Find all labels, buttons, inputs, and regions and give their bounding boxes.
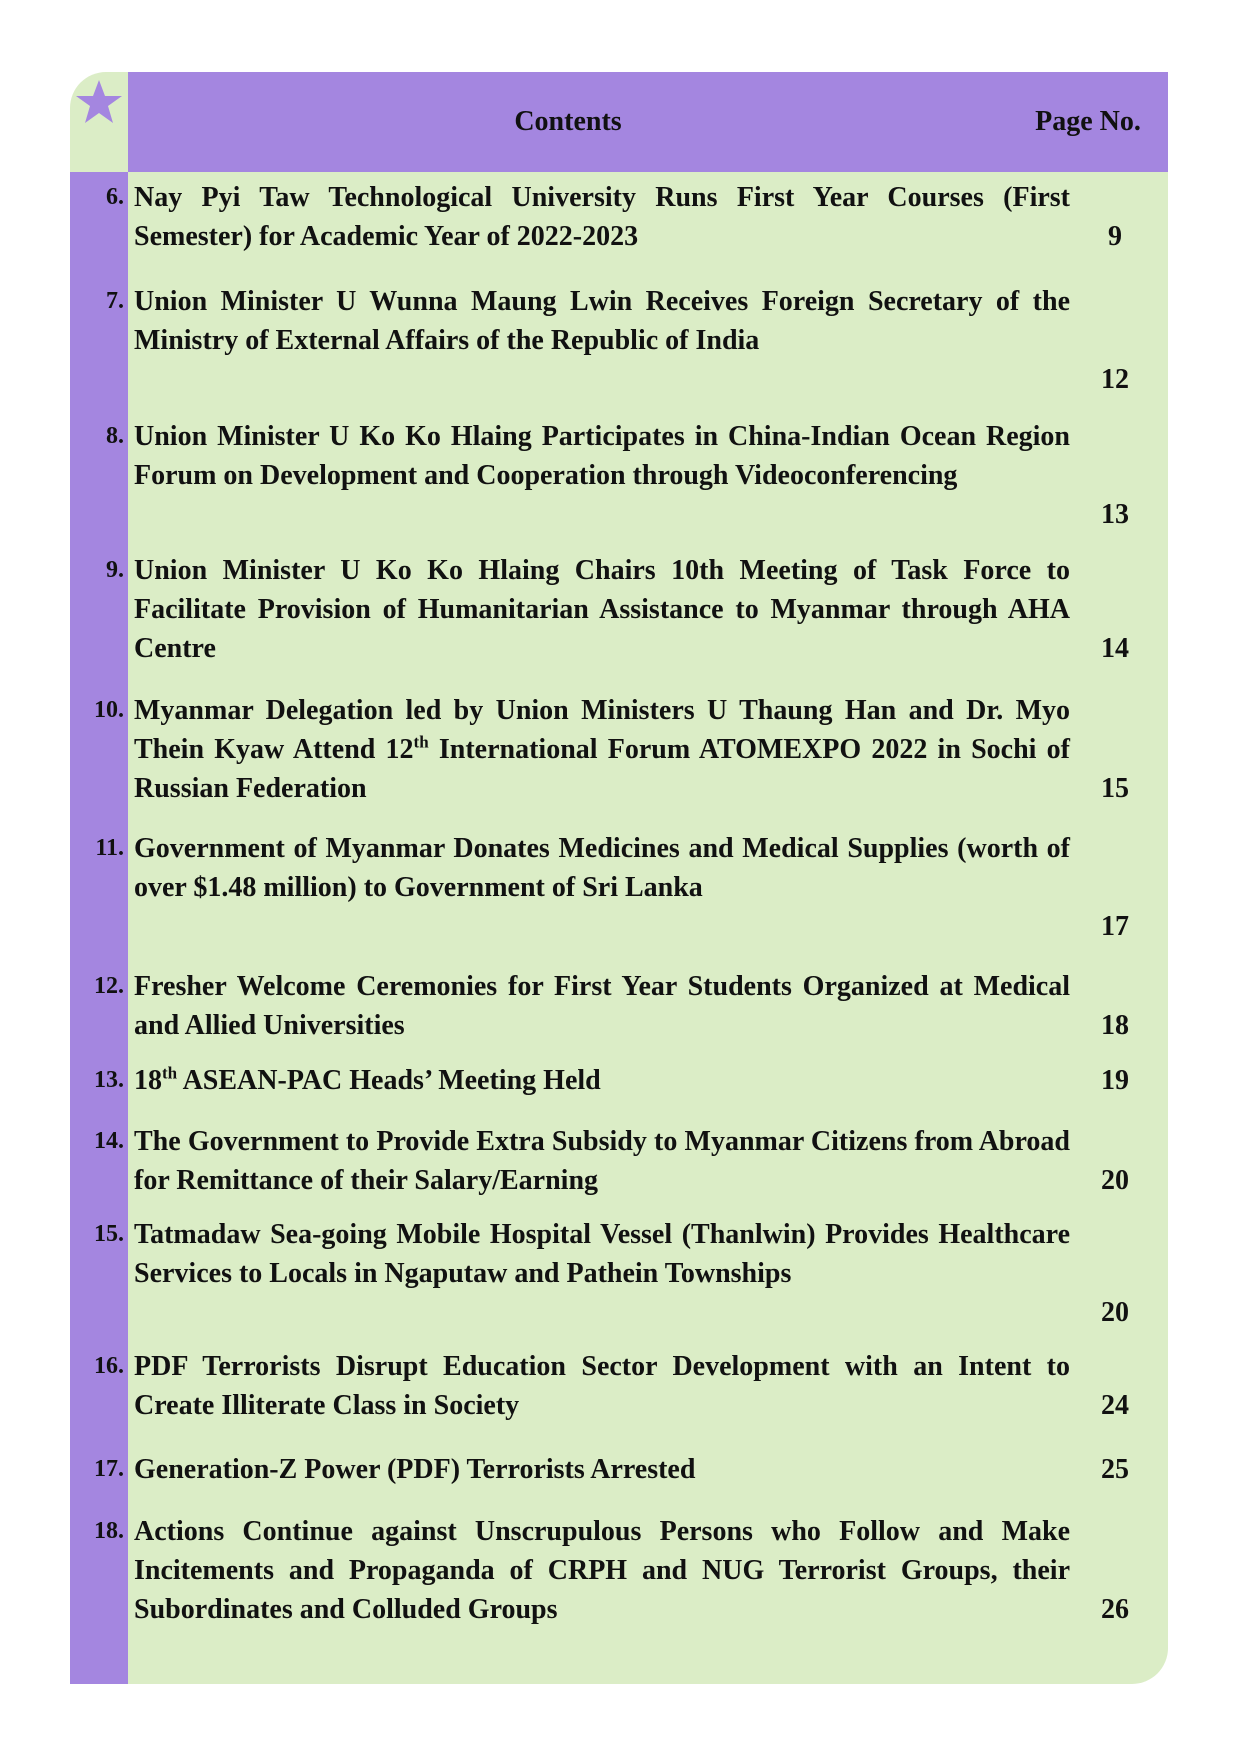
entry-title [134,691,1070,808]
entry-title-superscript: th [413,732,429,752]
entry-title-part: International Forum ATOMEXPO 2022 in Sochi of Russian Federation [134,734,1070,804]
entry-title [134,1061,1070,1100]
entry-title: Union Minister U Wunna Maung Lwin Receives Foreign Secretary of the Ministry of External Affairs of the Republic of India [134,286,1070,356]
entry-title-part: 18 [134,1065,162,1096]
entry-number: 7. [106,288,124,314]
entry-number: 10. [94,697,124,723]
entry-page: 18 [1101,1010,1129,1041]
entry-title: PDF Terrorists Disrupt Education Sector Development with an Intent to Create Illiterate Class in Society [134,1351,1070,1421]
entry-number: 6. [106,184,124,210]
entry-title-part: ASEAN-PAC Heads’ Meeting Held [177,1065,601,1096]
entry-page: 9 [1108,221,1122,252]
entry-title: Tatmadaw Sea-going Mobile Hospital Vessel (Thanlwin) Provides Healthcare Services to Locals in Ngaputaw and Pathein Townships [134,1219,1070,1289]
entry-page: 15 [1101,773,1129,804]
entry-number: 13. [94,1067,124,1093]
entry-page: 24 [1101,1390,1129,1421]
entry-title: Nay Pyi Taw Technological University Runs First Year Courses (First Semester) for Academic Year of 2022-2023 [134,182,1070,252]
entry-page: 14 [1101,633,1129,664]
contents-header [128,72,1168,172]
entry-number: 8. [106,423,124,449]
entry-number: 9. [106,557,124,583]
entry-page: 26 [1101,1594,1129,1625]
entry-number: 17. [94,1456,124,1482]
entry-page: 20 [1101,1165,1129,1196]
contents-heading: Contents [514,106,622,137]
entry-number: 11. [95,835,124,861]
entry-page: 19 [1101,1065,1129,1096]
entry-number: 18. [94,1518,124,1544]
page-no-heading: Page No. [1035,106,1141,137]
entry-number: 15. [94,1221,124,1247]
star-icon [74,78,124,128]
entry-title-superscript: th [162,1063,178,1083]
entry-page: 17 [1101,911,1129,942]
contents-panel [70,72,1168,1684]
entry-title: Fresher Welcome Ceremonies for First Year Students Organized at Medical and Allied Universities [134,971,1070,1041]
entry-title: Union Minister U Ko Ko Hlaing Participates in China-Indian Ocean Region Forum on Development and Cooperation through Videoconferencing [134,421,1070,491]
entry-title: Government of Myanmar Donates Medicines and Medical Supplies (worth of over $1.48 million) to Government of Sri Lanka [134,833,1070,903]
entry-title: The Government to Provide Extra Subsidy to Myanmar Citizens from Abroad for Remittance of their Salary/Earning [134,1126,1070,1196]
entry-number: 14. [94,1128,124,1154]
entry-title: Generation-Z Power (PDF) Terrorists Arrested [134,1454,696,1485]
entry-page: 25 [1101,1454,1129,1485]
entry-title-part: Myanmar Delegation led by Union Ministers U Thaung Han and Dr. Myo Thein Kyaw Attend 12 [134,695,1070,765]
entry-title: Union Minister U Ko Ko Hlaing Chairs 10th Meeting of Task Force to Facilitate Provision of Humanitarian Assistance to Myanmar through AHA Centre [134,555,1070,664]
entry-page: 20 [1101,1297,1129,1328]
entry-title: Actions Continue against Unscrupulous Persons who Follow and Make Incitements and Propaganda of CRPH and NUG Terrorist Groups, their Subordinates and Colluded Groups [134,1516,1070,1625]
entry-number: 16. [94,1353,124,1379]
entry-number: 12. [94,973,124,999]
entry-page: 13 [1101,499,1129,530]
entry-page: 12 [1101,364,1129,395]
